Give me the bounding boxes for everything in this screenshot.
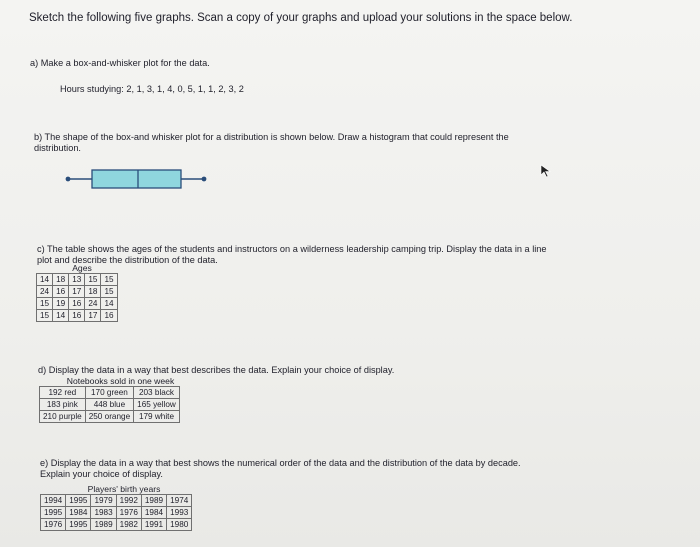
table-cell: 192 red	[40, 387, 86, 399]
table-cell: 203 black	[134, 387, 180, 399]
table-row	[41, 507, 192, 519]
part-b-prompt: b) The shape of the box-and whisker plot for a distribution is shown below. Draw a histogram that could represent the distribution.	[34, 132, 509, 153]
box	[92, 170, 181, 188]
table-cell: 1995	[41, 507, 66, 519]
table-cell: 1984	[66, 507, 91, 519]
part-e-prompt: e) Display the data in a way that best shows the numerical order of the data and the distribution of the data by decade. Explain your choice of display.	[40, 458, 521, 479]
table-cell: 14	[101, 298, 117, 310]
mouse-cursor-icon	[540, 164, 552, 178]
birth-years-table-block	[40, 484, 208, 531]
table-cell: 250 orange	[85, 411, 133, 423]
table-cell: 448 blue	[85, 399, 133, 411]
table-cell: 1995	[66, 519, 91, 531]
table-cell: 16	[69, 298, 85, 310]
table-row	[37, 310, 118, 322]
box-whisker-plot	[60, 166, 210, 192]
ages-table	[36, 273, 118, 322]
table-cell: 1982	[116, 519, 141, 531]
table-row	[37, 298, 118, 310]
table-row	[41, 519, 192, 531]
table-cell: 179 white	[134, 411, 180, 423]
table-cell: 17	[85, 310, 101, 322]
table-cell: 170 green	[85, 387, 133, 399]
table-cell: 1984	[141, 507, 166, 519]
table-cell: 1992	[116, 495, 141, 507]
table-cell: 24	[85, 298, 101, 310]
table-cell: 210 purple	[40, 411, 86, 423]
notebooks-table	[39, 386, 180, 423]
table-cell: 1991	[141, 519, 166, 531]
table-cell: 1989	[141, 495, 166, 507]
table-row	[41, 495, 192, 507]
table-cell: 24	[37, 286, 53, 298]
table-cell: 1976	[116, 507, 141, 519]
table-cell: 15	[101, 274, 117, 286]
table-cell: 14	[37, 274, 53, 286]
table-row	[40, 399, 180, 411]
table-cell: 1989	[91, 519, 116, 531]
table-cell: 16	[69, 310, 85, 322]
whisker-end-left	[66, 177, 71, 182]
table-cell: 1994	[41, 495, 66, 507]
birth-years-table	[40, 494, 192, 531]
table-cell: 15	[37, 310, 53, 322]
table-cell: 1995	[66, 495, 91, 507]
table-cell: 16	[53, 286, 69, 298]
table-cell: 15	[85, 274, 101, 286]
table-cell: 17	[69, 286, 85, 298]
table-row	[40, 387, 180, 399]
table-row	[37, 274, 118, 286]
ages-table-block	[36, 263, 128, 322]
part-c-prompt: c) The table shows the ages of the students and instructors on a wilderness leadership camping trip. Display the data in a line plot and describe the distribution of the data.	[37, 244, 547, 265]
notebooks-caption: Notebooks sold in one week	[66, 376, 175, 386]
table-cell: 14	[53, 310, 69, 322]
table-cell: 1980	[167, 519, 192, 531]
table-cell: 1993	[167, 507, 192, 519]
ages-caption: Ages	[72, 263, 92, 273]
notebooks-table-block	[39, 376, 202, 423]
table-cell: 1979	[91, 495, 116, 507]
table-cell: 15	[37, 298, 53, 310]
table-row	[37, 286, 118, 298]
table-cell: 19	[53, 298, 69, 310]
table-cell: 1974	[167, 495, 192, 507]
table-cell: 1983	[91, 507, 116, 519]
table-cell: 165 yellow	[134, 399, 180, 411]
page-title: Sketch the following five graphs. Scan a copy of your graphs and upload your solutions in the space below.	[29, 12, 573, 24]
table-cell: 18	[85, 286, 101, 298]
table-cell: 16	[101, 310, 117, 322]
table-cell: 15	[101, 286, 117, 298]
part-a-prompt: a) Make a box-and-whisker plot for the data.	[30, 58, 210, 68]
whisker-end-right	[202, 177, 207, 182]
table-row	[40, 411, 180, 423]
table-cell: 18	[53, 274, 69, 286]
birth-years-caption: Players' birth years	[87, 484, 161, 494]
part-a-data: Hours studying: 2, 1, 3, 1, 4, 0, 5, 1, 1, 2, 3, 2	[60, 84, 244, 94]
table-cell: 183 pink	[40, 399, 86, 411]
table-cell: 13	[69, 274, 85, 286]
part-d-prompt: d) Display the data in a way that best describes the data. Explain your choice of display.	[38, 365, 395, 375]
table-cell: 1976	[41, 519, 66, 531]
